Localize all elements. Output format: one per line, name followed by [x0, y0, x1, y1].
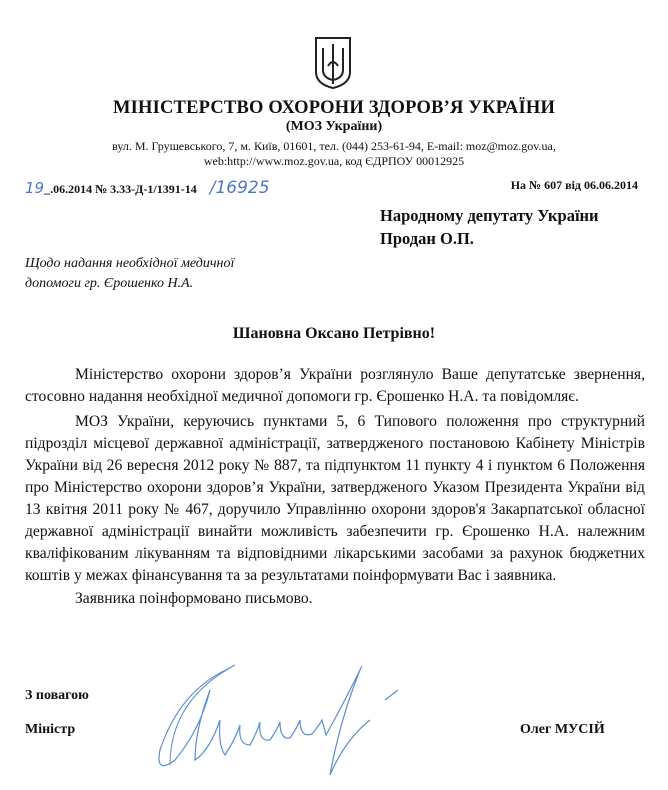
- address-line: web:http://www.moz.gov.ua, код ЄДРПОУ 00012925: [203, 154, 465, 168]
- signatory-position: Міністр: [25, 722, 76, 737]
- ministry-abbreviation: (МОЗ України): [285, 119, 383, 134]
- coat-of-arms-icon: [314, 36, 352, 90]
- body-paragraph: МОЗ України, керуючись пунктами 5, 6 Типового положення про структурний підрозділ місцевої державної адміністрації, затвердженого постановою Кабінету Міністрів України від 26 вересня 2012 року № 887, та підпунктом 11 пункту 4 і пунктом 6 Положення про Міністерство охорони здоров’я України, затвердженого Указом Президента України від 13 квітня 2011 року № 467, доручило Управлінню охорони здоров'я Закарпатської обласної державної адміністрації винайти можливість забезпечити гр. Єрошенко Н.А. належним кваліфікованим лікуванням та відповідними лікарськими засобами за рахунок бюджетних коштів у межах фінансування та за результатами поінформувати Вас і заявника.: [25, 413, 645, 584]
- outgoing-number: _.06.2014 № 3.33-Д-1/1391-14: [44, 182, 197, 196]
- subject-line: допомоги гр. Єрошенко Н.А.: [25, 276, 194, 291]
- letter-body: [25, 364, 645, 610]
- closing: З повагою: [25, 688, 89, 703]
- incoming-reference: На № 607 від 06.06.2014: [510, 178, 638, 192]
- body-paragraph: Міністерство охорони здоров’я України розглянуло Ваше депутатське звернення, стосовно надання необхідної медичної допомоги гр. Єрошенко Н.А. та повідомляє.: [25, 366, 645, 405]
- outgoing-reference: [25, 178, 270, 198]
- handwritten-day: 19: [25, 179, 45, 197]
- ministry-address: [0, 139, 668, 169]
- ministry-title: МІНІСТЕРСТВО ОХОРОНИ ЗДОРОВ’Я УКРАЇНИ: [112, 98, 556, 118]
- body-paragraph: Заявника поінформовано письмово.: [75, 590, 313, 607]
- handwritten-number: /16925: [209, 178, 270, 198]
- address-line: вул. М. Грушевського, 7, м. Київ, 01601, тел. (044) 253-61-94, E-mail: moz@moz.gov.ua,: [112, 139, 556, 153]
- subject-line: Щодо надання необхідної медичної: [25, 256, 235, 271]
- addressee: [380, 204, 599, 250]
- letter-subject: [25, 254, 234, 294]
- signatory-name: Олег МУСІЙ: [520, 722, 605, 737]
- greeting: Шановна Оксано Петрівно!: [232, 325, 436, 342]
- addressee-line: Продан О.П.: [380, 229, 474, 248]
- handwritten-signature: [140, 660, 430, 785]
- addressee-line: Народному депутату України: [380, 206, 599, 225]
